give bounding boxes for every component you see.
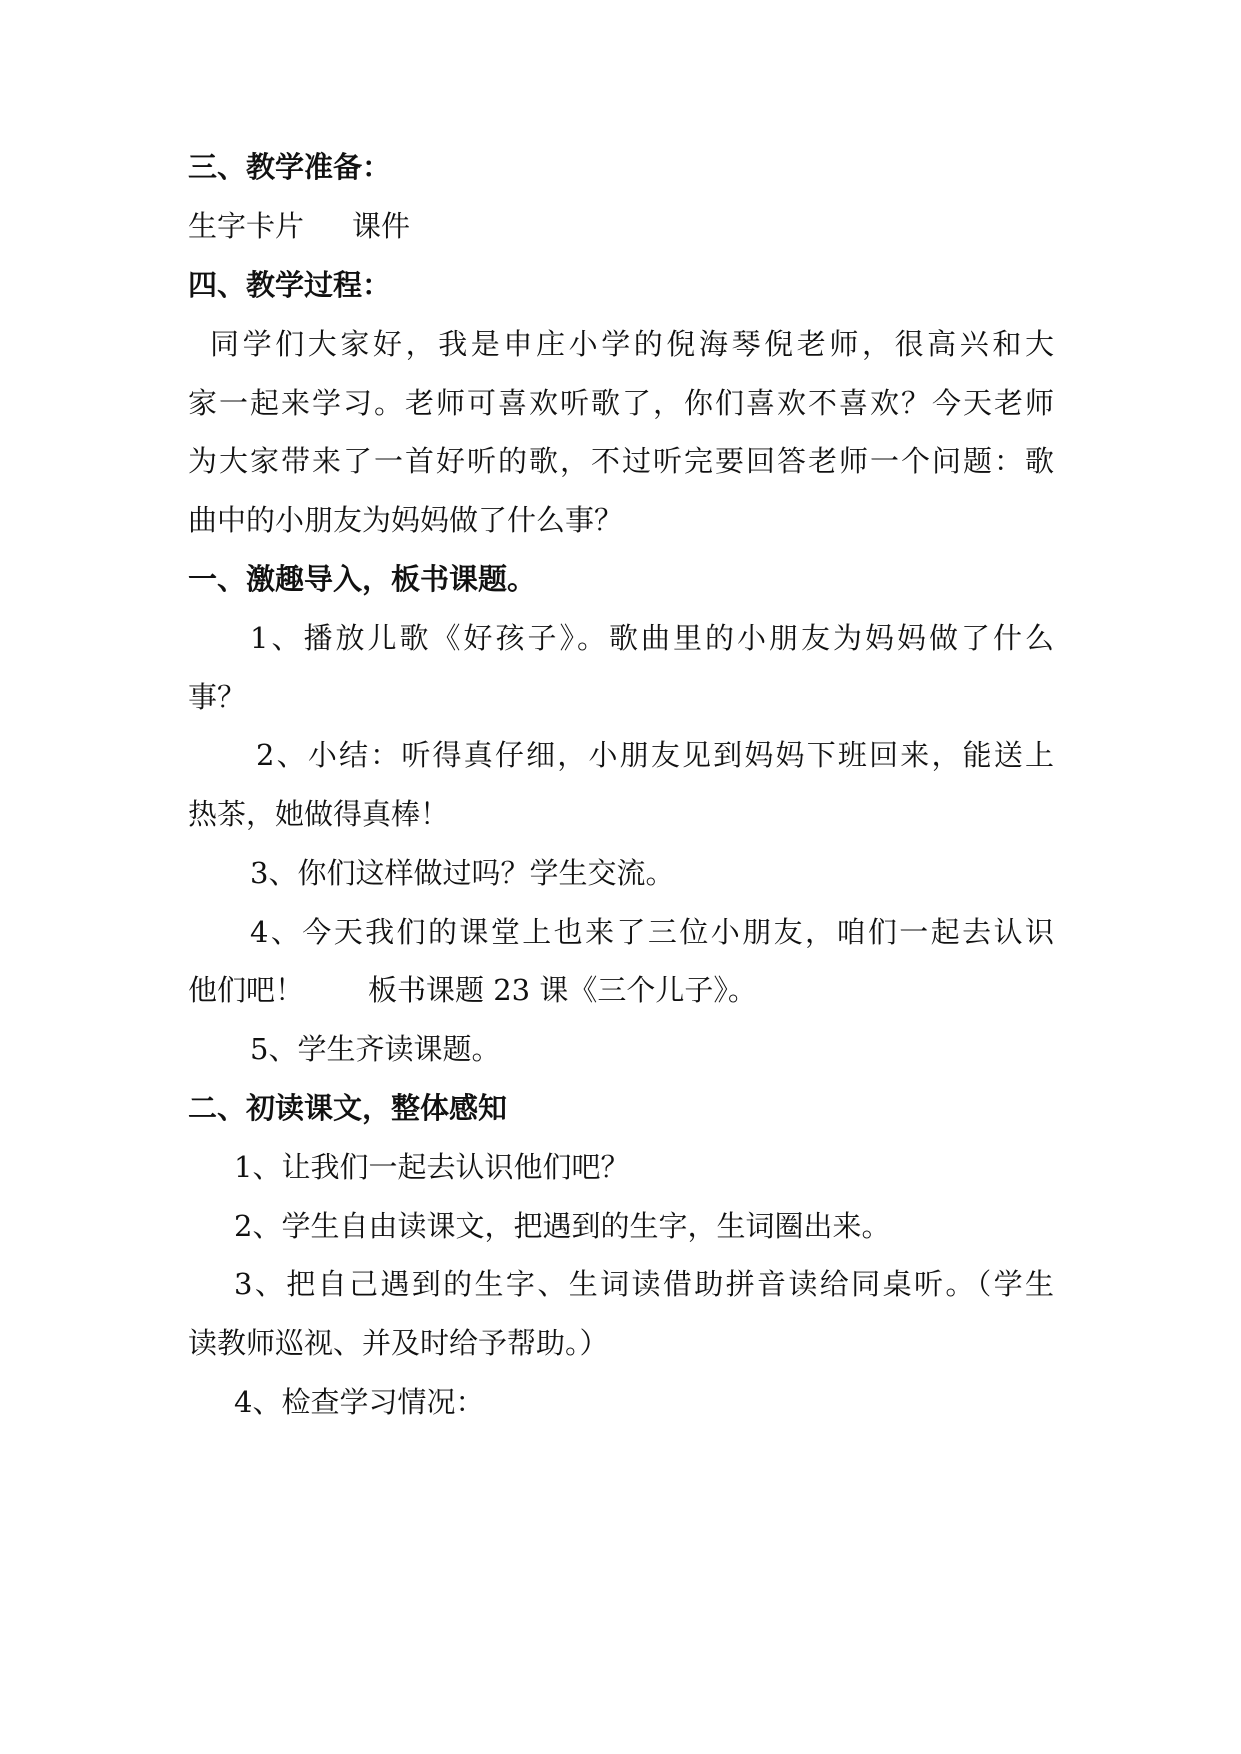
preparation-items — [188, 206, 410, 246]
section1-item-line: 5、学生齐读课题。 — [250, 1032, 501, 1066]
section2-item-line: 1、让我们一起去认识他们吧？ — [234, 1150, 630, 1184]
intro-paragraph-line: 曲中的小朋友为妈妈做了什么事？ — [188, 503, 624, 537]
section1-item-line — [188, 970, 757, 1010]
section1-item-line: 事？ — [188, 680, 247, 714]
heading-teaching-preparation: 三、教学准备： — [188, 150, 392, 184]
section2-item-line: 2、学生自由读课文，把遇到的生字，生词圈出来。 — [234, 1209, 891, 1243]
section1-item-line: 3、你们这样做过吗？学生交流。 — [250, 856, 675, 890]
section1-item-line: 2、小结：听得真仔细，小朋友见到妈妈下班回来，能送上 — [256, 738, 1054, 772]
section-heading-warmup: 一、激趣导入，板书课题。 — [188, 562, 537, 596]
section2-item-line: 读教师巡视、并及时给予帮助。） — [188, 1326, 609, 1360]
section1-item-line: 热茶，她做得真棒！ — [188, 797, 450, 831]
section1-item-text: 他们吧！ — [188, 973, 305, 1007]
intro-paragraph-line: 同学们大家好，我是申庄小学的倪海琴倪老师，很高兴和大 — [210, 327, 1054, 361]
intro-paragraph-line: 为大家带来了一首好听的歌，不过听完要回答老师一个问题：歌 — [188, 444, 1054, 478]
heading-teaching-process: 四、教学过程： — [188, 268, 392, 302]
section1-item-line: 1、播放儿歌《好孩子》。歌曲里的小朋友为妈妈做了什么 — [250, 621, 1054, 655]
blackboard-title-text: 板书课题 23 课《三个儿子》。 — [368, 973, 757, 1007]
section1-item-line: 4、今天我们的课堂上也来了三位小朋友，咱们一起去认识 — [250, 915, 1054, 949]
prep-item-word-cards: 生字卡片 — [188, 209, 305, 243]
section2-item-line: 4、检查学习情况： — [234, 1385, 485, 1419]
prep-item-courseware: 课件 — [352, 209, 411, 243]
section-heading-first-reading: 二、初读课文，整体感知 — [188, 1091, 508, 1125]
intro-paragraph-line: 家一起来学习。老师可喜欢听歌了，你们喜欢不喜欢？今天老师 — [188, 386, 1054, 420]
section2-item-line: 3、把自己遇到的生字、生词读借助拼音读给同桌听。（学生 — [234, 1267, 1054, 1301]
